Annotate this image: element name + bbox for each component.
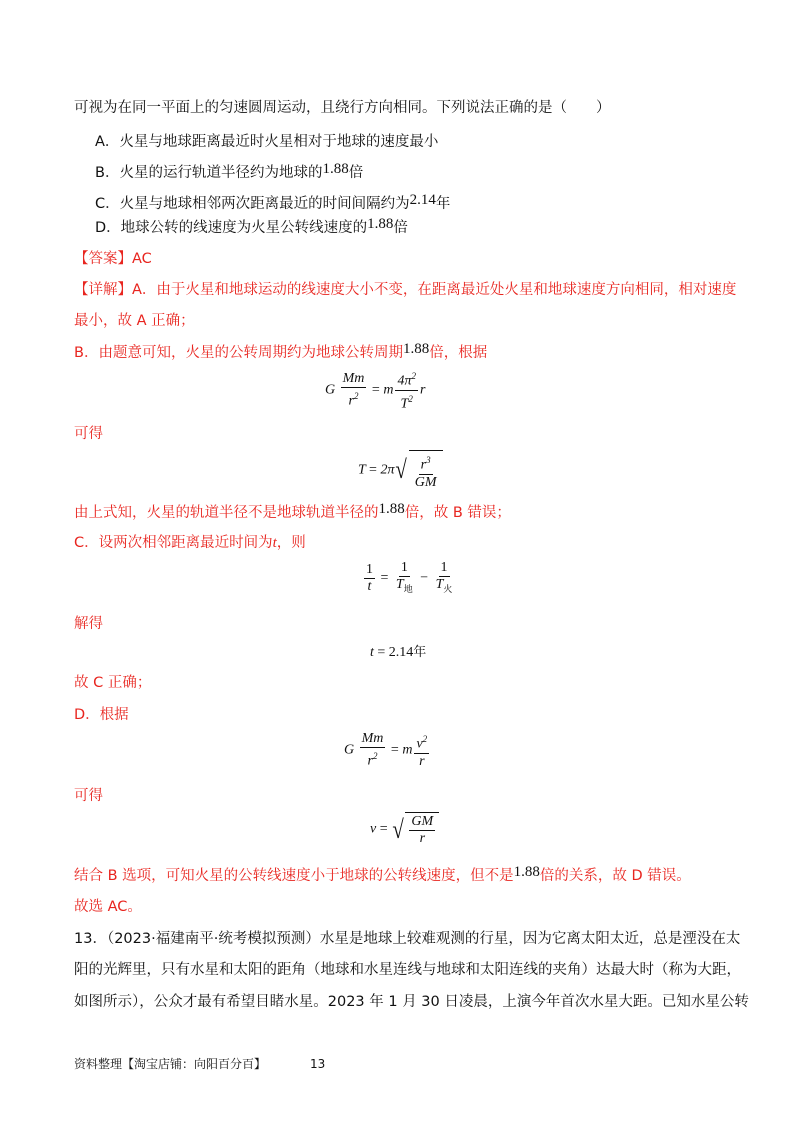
option-c: C．火星与地球相邻两次距离最近的时间间隔约为2.14年 (95, 192, 451, 212)
explain-c: C．设两次相邻距离最近时间为t，则 (74, 535, 306, 551)
explain-d: D．根据 (74, 707, 129, 723)
question13-line1: 13．（2023·福建南平·统考模拟预测）水星是地球上较难观测的行星，因为它离太阳太近，总是湮没在太 (74, 931, 741, 947)
formula-period: T = 2π √ $\frac{r^3}{GM}$ (358, 450, 443, 491)
kede-1: 可得 (74, 426, 103, 442)
kede-2: 可得 (74, 788, 103, 804)
page-footer (74, 1055, 325, 1072)
final-answer: 故选 AC。 (74, 899, 142, 915)
formula-gravitation-period: G $\frac{Mm}{r^2}$ = m $\frac{4\pi^2}{T^2}$ r (325, 368, 425, 412)
option-d: D．地球公转的线速度为火星公转线速度的1.88倍 (95, 216, 408, 236)
question13-line3: 如图所示），公众才最有希望目睹水星。2023 年 1 月 30 日凌晨，上演今年首次水星大距。已知水星公转 (74, 994, 749, 1010)
explain-c-conclusion: 故 C 正确； (74, 675, 152, 691)
jiede: 解得 (74, 616, 103, 632)
question13-line2: 阳的光辉里，只有水星和太阳的距角（地球和水星连线与地球和太阳连线的夹角）达最大时（称为大距， (74, 962, 741, 978)
footer-source: 资料整理【淘宝店铺：向阳百分百】 (74, 1057, 267, 1071)
explain-b-conclusion: 由上式知，火星的轨道半径不是地球轨道半径的1.88倍，故 B 错误； (74, 501, 511, 521)
explain-a-line2: 最小，故 A 正确； (74, 313, 195, 329)
option-b: B．火星的运行轨道半径约为地球的1.88倍 (95, 161, 364, 181)
answer-label: 【答案】AC (74, 251, 152, 267)
formula-gravitation-velocity: G $\frac{Mm}{r^2}$ = m $\frac{v^2}{r}$ (344, 731, 428, 769)
explain-b: B．由题意可知，火星的公转周期约为地球公转周期1.88倍，根据 (74, 341, 488, 361)
formula-velocity: v = √ $\frac{GM}{r}$ (370, 812, 439, 847)
formula-synodic: $\frac{1}{t}$ = $\frac{1}{T_地}$ − $\frac{1}{T_火}$ (366, 560, 453, 594)
explain-a-line1: 【详解】A．由于火星和地球运动的线速度大小不变，在距离最近处火星和地球速度方向相同，相对速度 (74, 282, 737, 298)
question-stem: 可视为在同一平面上的匀速圆周运动，且绕行方向相同。下列说法正确的是（ ） (74, 100, 611, 116)
explain-d-conclusion: 结合 B 选项，可知火星的公转线速度小于地球的公转线速度，但不是1.88倍的关系，故 D 错误。 (74, 864, 691, 884)
page-number: 13 (310, 1057, 326, 1071)
formula-result-t: t = 2.14年 (370, 645, 427, 660)
option-a: A．火星与地球距离最近时火星相对于地球的速度最小 (95, 134, 439, 150)
